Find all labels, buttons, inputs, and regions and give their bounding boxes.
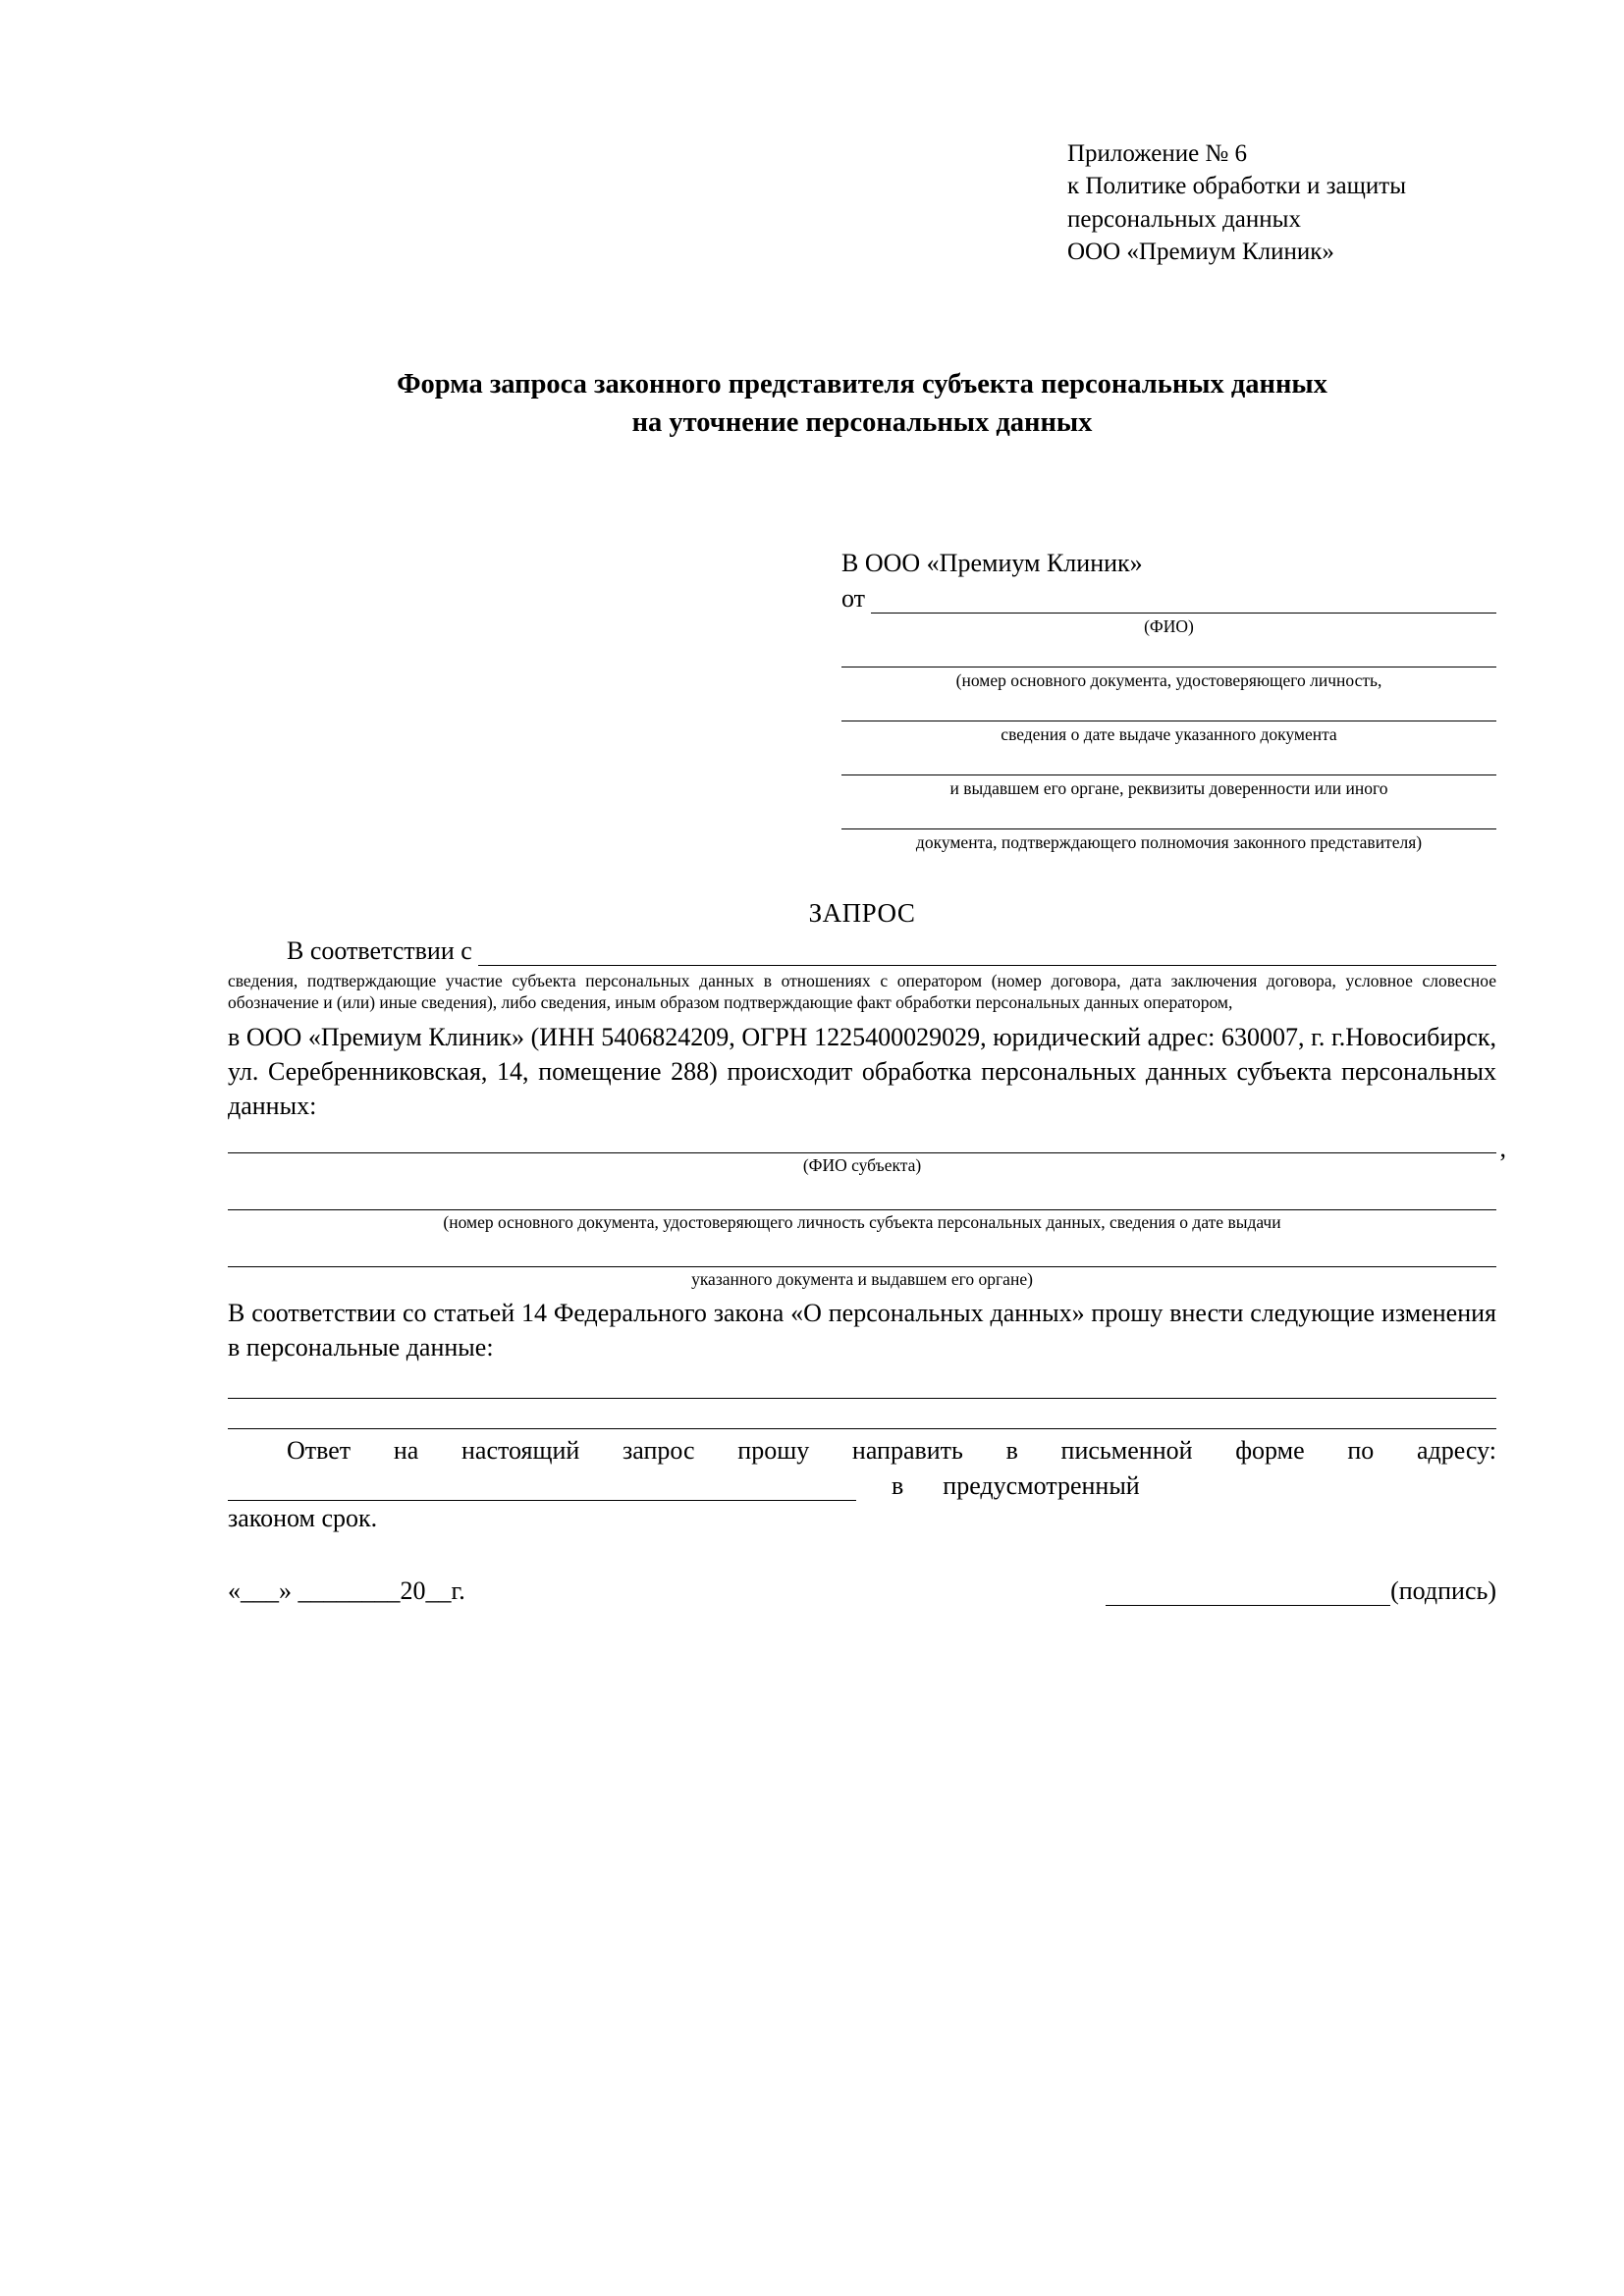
changes-field-block-2 xyxy=(228,1399,1496,1429)
subject-doc-field-block xyxy=(228,1180,1496,1233)
organization-paragraph: в ООО «Премиум Клиник» (ИНН 5406824209, ОГРН 1225400029029, юридический адрес: 630007, г. г.Новосибирск, ул. Серебренниковская, 14, помещение 288) происходит обработка персональных данных субъекта персональных данных: xyxy=(228,1023,1496,1121)
answer-word-v: в xyxy=(892,1470,904,1500)
in-accordance-fill-field[interactable] xyxy=(478,943,1496,966)
subject-doc-organ-field-block xyxy=(228,1237,1496,1290)
page-title-line-2: на уточнение персональных данных xyxy=(631,406,1093,438)
answer-tail: законом срок. xyxy=(228,1503,378,1532)
caption-fio: (ФИО) xyxy=(1144,615,1194,636)
subject-doc-organ-fill-field[interactable] xyxy=(228,1237,1496,1267)
doc-number-field-block xyxy=(841,641,1496,691)
doc-power-fill-field[interactable] xyxy=(841,803,1496,829)
caption-subject-fio: (ФИО субъекта) xyxy=(802,1155,922,1176)
changes-fill-field-2[interactable] xyxy=(228,1399,1496,1429)
caption-doc-date: сведения о дате выдаче указанного документа xyxy=(1001,723,1337,744)
date-line[interactable]: «___» ________20__г. xyxy=(228,1575,465,1605)
signature-fill-field[interactable] xyxy=(1106,1583,1390,1606)
doc-organ-field-block xyxy=(841,749,1496,799)
law-paragraph: В соответствии со статьей 14 Федерального закона «О персональных данных» прошу внести следующие изменения в персональные данные: xyxy=(228,1299,1496,1362)
caption-signature: (подпись) xyxy=(1390,1575,1496,1605)
addressee-organization: В ООО «Премиум Клиник» xyxy=(841,548,1143,577)
from-label: от xyxy=(841,583,866,613)
header-line-personal-data: персональных данных xyxy=(1067,205,1301,233)
answer-paragraph xyxy=(228,1433,1496,1468)
doc-organ-fill-field[interactable] xyxy=(841,749,1496,775)
page-title xyxy=(228,366,1496,443)
header-line-policy: к Политике обработки и защиты xyxy=(1067,173,1407,200)
addressee-block xyxy=(841,549,1496,853)
doc-power-field-block xyxy=(841,803,1496,853)
document-header xyxy=(1067,137,1496,268)
caption-doc-organ: и выдавшем его органе, реквизиты доверенности или иного xyxy=(949,777,1388,798)
caption-subject-doc-2: указанного документа и выдавшем его органе) xyxy=(691,1269,1033,1290)
doc-number-fill-field[interactable] xyxy=(841,641,1496,667)
answer-address-fill-field[interactable] xyxy=(228,1476,856,1501)
in-accordance-label: В соответствии с xyxy=(287,935,472,965)
changes-field-block-1 xyxy=(228,1368,1496,1399)
header-line-appendix: Приложение № 6 xyxy=(1067,140,1248,167)
from-fill-field[interactable] xyxy=(871,591,1496,614)
document-content xyxy=(228,137,1506,1606)
answer-paragraph-text: Ответ на настоящий запрос прошу направить в письменной форме по адресу: xyxy=(287,1436,1496,1466)
header-line-company: ООО «Премиум Клиник» xyxy=(1067,238,1334,265)
caption-subject-doc: (номер основного документа, удостоверяющего личность субъекта персональных данных, сведения о дате выдачи xyxy=(443,1212,1281,1233)
signature-row xyxy=(228,1576,1496,1606)
changes-fill-field-1[interactable] xyxy=(228,1368,1496,1399)
subject-fio-comma: , xyxy=(1499,1134,1506,1163)
page-title-line-1: Форма запроса законного представителя субъекта персональных данных xyxy=(397,369,1327,400)
request-note: сведения, подтверждающие участие субъекта персональных данных в отношениях с оператором (номер договора, дата заключения договора, условное словесное обозначение и (или) иные сведения), либо сведения, иным образом подтверждающие факт обработки персональных данных оператором, xyxy=(228,970,1496,1013)
doc-date-field-block xyxy=(841,695,1496,745)
signature-area xyxy=(709,1576,1496,1606)
subject-fio-field-block xyxy=(228,1123,1506,1163)
caption-doc-power: документа, подтверждающего полномочия законного представителя) xyxy=(915,831,1423,852)
subject-doc-fill-field[interactable] xyxy=(228,1180,1496,1210)
caption-doc-number: (номер основного документа, удостоверяющего личность, xyxy=(955,669,1382,690)
doc-date-fill-field[interactable] xyxy=(841,695,1496,721)
in-accordance-row xyxy=(228,936,1496,966)
subject-fio-fill-field[interactable] xyxy=(228,1123,1496,1153)
request-heading: ЗАПРОС xyxy=(808,897,916,928)
answer-address-row xyxy=(228,1471,1496,1501)
addressee-from-row xyxy=(841,584,1496,614)
answer-word-provided: предусмотренный xyxy=(943,1470,1140,1500)
